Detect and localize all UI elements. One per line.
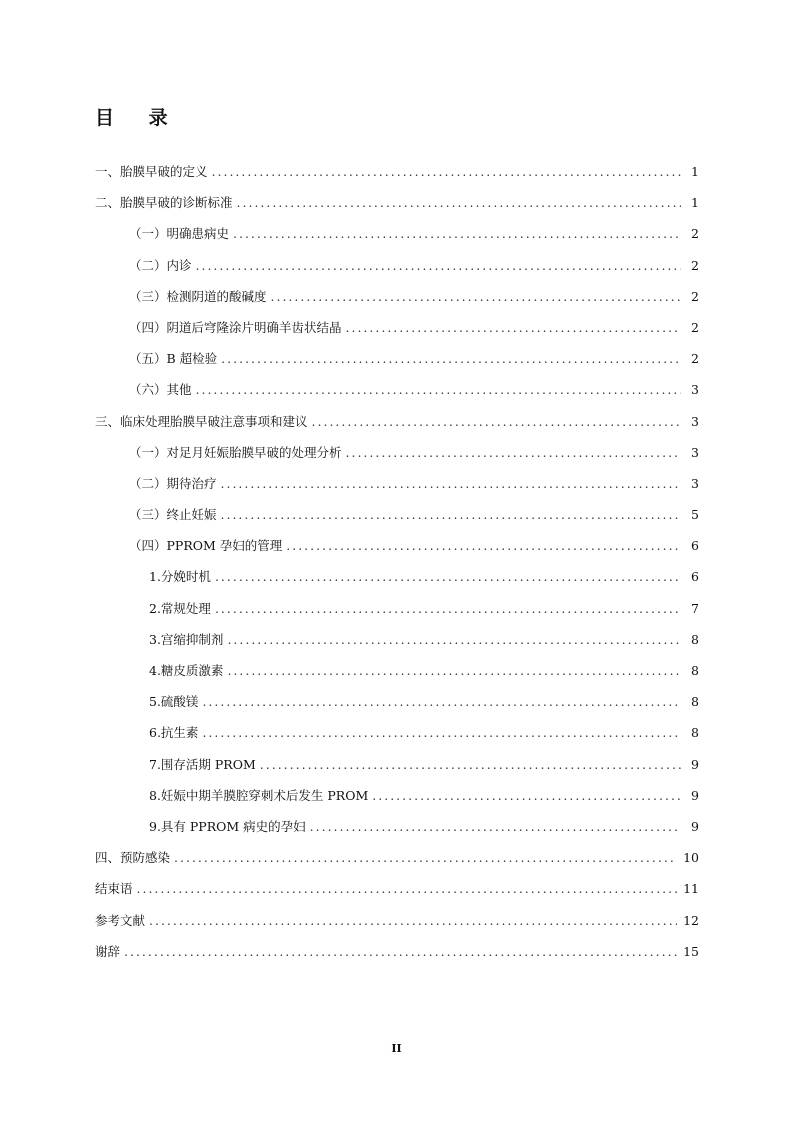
toc-entry-page: 6 — [691, 538, 699, 554]
dot-leader — [286, 530, 681, 561]
toc-entry-page: 1 — [691, 164, 699, 179]
toc-entry[interactable] — [95, 561, 699, 592]
toc-entry-page: 3 — [691, 382, 699, 398]
toc-entry-title: （三）终止妊娠 — [129, 507, 217, 523]
dot-leader — [137, 873, 678, 904]
toc-entry-page: 9 — [691, 787, 699, 803]
toc-entry[interactable] — [95, 250, 699, 281]
toc-entry[interactable] — [95, 593, 699, 624]
toc-entry-title: 结束语 — [95, 881, 133, 897]
dot-leader — [310, 811, 681, 842]
toc-entry-title: （五）B 超检验 — [129, 351, 218, 367]
dot-leader — [271, 281, 681, 312]
toc-entry-title: 临床处理胎膜早破注意事项和建议 — [120, 413, 308, 429]
dot-leader — [237, 187, 681, 218]
toc-entry-page: 1 — [691, 195, 699, 211]
toc-entry-page: 5 — [691, 507, 699, 523]
toc-entry[interactable] — [95, 624, 699, 655]
toc-entry[interactable] — [95, 873, 699, 904]
toc-entry-page: 11 — [683, 881, 699, 897]
toc-entry-title: 参考文献 — [95, 912, 146, 928]
toc-entry-title: 8.妊娠中期羊膜腔穿刺术后发生 PROM — [149, 787, 369, 803]
toc-entry[interactable] — [95, 842, 699, 873]
toc-entry[interactable] — [95, 187, 699, 218]
dot-leader — [346, 312, 681, 343]
toc-entry-title: 胎膜早破的定义 — [120, 164, 208, 179]
dot-leader — [312, 406, 681, 437]
toc-entry-title: 谢辞 — [95, 943, 121, 959]
toc-entry-page: 2 — [691, 319, 699, 335]
toc-entry-page: 3 — [691, 444, 699, 460]
toc-entry[interactable] — [95, 156, 699, 187]
toc-entry-title: 2.常规处理 — [149, 600, 211, 616]
dot-leader — [227, 655, 681, 686]
toc-entry-title: 9.具有 PPROM 病史的孕妇 — [149, 818, 306, 834]
dot-leader — [149, 905, 677, 936]
toc-entry-title: （二）内诊 — [129, 257, 192, 273]
toc-entry-title: 7.围存活期 PROM — [149, 756, 256, 772]
dot-leader — [227, 624, 681, 655]
dot-leader — [215, 593, 681, 624]
dot-leader — [124, 936, 677, 967]
toc-entry-title: 预防感染 — [120, 850, 171, 866]
dot-leader — [212, 156, 681, 187]
toc-entry-number: 一、 — [95, 164, 121, 179]
dot-leader — [196, 374, 681, 405]
dot-leader — [174, 842, 677, 873]
dot-leader — [372, 780, 681, 811]
toc-entry-title: （二）期待治疗 — [129, 475, 217, 491]
toc-entry[interactable] — [95, 530, 699, 561]
toc-entry[interactable] — [95, 312, 699, 343]
toc-entry-page: 12 — [683, 912, 699, 928]
dot-leader — [215, 561, 681, 592]
toc-entry-page: 8 — [691, 631, 699, 647]
toc-entry-title: （六）其他 — [129, 382, 192, 398]
toc-entry-page: 2 — [691, 288, 699, 304]
toc-entry-title: 胎膜早破的诊断标准 — [120, 195, 233, 211]
toc-entry-page: 2 — [691, 226, 699, 242]
dot-leader — [221, 499, 681, 530]
toc-entry-page: 9 — [691, 818, 699, 834]
toc-entry-title: （四）PPROM 孕妇的管理 — [129, 538, 283, 554]
toc-entry-page: 3 — [691, 413, 699, 429]
toc-entry[interactable] — [95, 218, 699, 249]
toc-entry[interactable] — [95, 811, 699, 842]
toc-entry[interactable] — [95, 406, 699, 437]
page-number-footer: II — [391, 1042, 402, 1055]
toc-entry[interactable] — [95, 343, 699, 374]
toc-entry-title: （一）对足月妊娠胎膜早破的处理分析 — [129, 444, 342, 460]
toc-entry[interactable] — [95, 374, 699, 405]
toc-entry-title: 3.宫缩抑制剂 — [149, 631, 224, 647]
toc-entry-page: 6 — [691, 569, 699, 585]
toc-entry-page: 8 — [691, 725, 699, 741]
page-title: 目 录 — [95, 107, 182, 129]
toc-entry-page: 15 — [683, 943, 699, 959]
toc-entry[interactable] — [95, 780, 699, 811]
toc-entry[interactable] — [95, 499, 699, 530]
toc-entry-title: 5.硫酸镁 — [149, 694, 199, 710]
dot-leader — [260, 749, 681, 780]
dot-leader — [221, 468, 681, 499]
toc-entry[interactable] — [95, 437, 699, 468]
dot-leader — [233, 218, 681, 249]
toc-entry[interactable] — [95, 468, 699, 499]
toc-entry-number: 三、 — [95, 413, 121, 429]
toc-entry-title: （四）阴道后穹隆涂片明确羊齿状结晶 — [129, 319, 342, 335]
toc-entry-page: 7 — [691, 600, 699, 616]
toc-entry[interactable] — [95, 905, 699, 936]
toc-entry-title: （一）明确患病史 — [129, 226, 230, 242]
toc-entry-number: 四、 — [95, 850, 121, 866]
toc-entry-number: 二、 — [95, 195, 121, 211]
toc-entry-page: 8 — [691, 663, 699, 678]
toc-entry-page: 3 — [691, 475, 699, 491]
dot-leader — [202, 717, 681, 748]
toc-entry[interactable] — [95, 749, 699, 780]
toc-entry-page: 9 — [691, 756, 699, 772]
toc-entry-title: 4.糖皮质激素 — [149, 663, 224, 678]
toc-entry-page: 2 — [691, 257, 699, 273]
toc-entry[interactable] — [95, 717, 699, 748]
toc-entry[interactable] — [95, 281, 699, 312]
toc-entry-title: 6.抗生素 — [149, 725, 199, 741]
dot-leader — [221, 343, 681, 374]
dot-leader — [202, 686, 681, 717]
toc-entry-page: 8 — [691, 694, 699, 710]
dot-leader — [196, 250, 681, 281]
dot-leader — [346, 437, 681, 468]
toc-entry-title: 1.分娩时机 — [149, 569, 211, 585]
toc-entry[interactable] — [95, 655, 699, 686]
toc-entry-title: （三）检测阴道的酸碱度 — [129, 288, 267, 304]
toc-entry-page: 10 — [683, 850, 699, 866]
toc-entry-page: 2 — [691, 351, 699, 367]
table-of-contents — [95, 156, 699, 967]
toc-entry[interactable] — [95, 686, 699, 717]
toc-entry[interactable] — [95, 936, 699, 967]
